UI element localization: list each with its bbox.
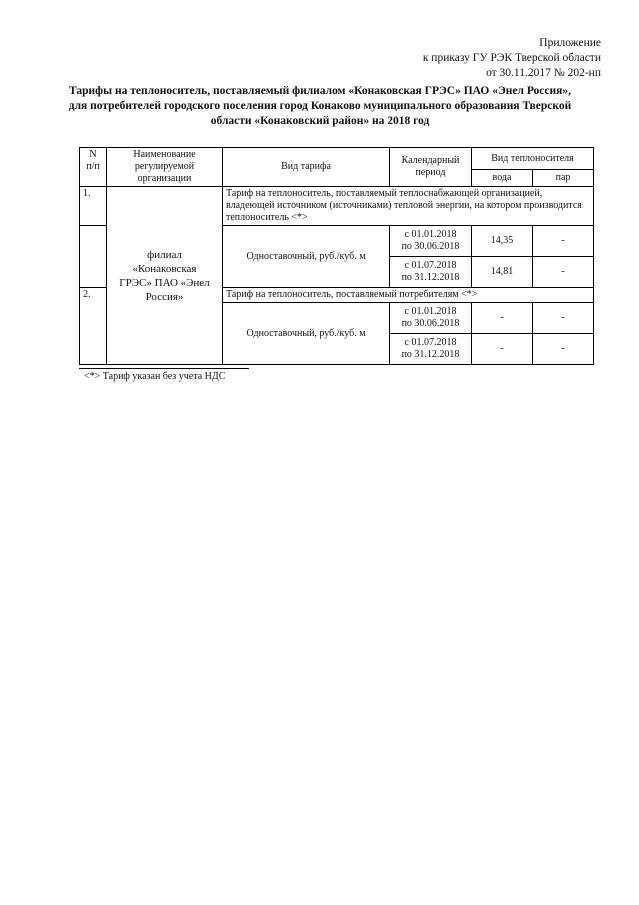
row-number-1-continued [80, 226, 107, 288]
title-line-3: области «Конаковский район» на 2018 год [210, 115, 430, 127]
section-2-period-2-water: - [472, 334, 533, 365]
section-2-label: Тариф на теплоноситель, поставляемый потребителям <*> [223, 288, 594, 303]
row-number-2: 2. [80, 288, 107, 365]
section-2-period-2: с 01.07.2018 по 31.12.2018 [390, 334, 472, 365]
section-2-tariff-type: Одноставочный, руб./куб. м [223, 303, 390, 365]
appendix-line-1: Приложение [539, 37, 601, 49]
header-num: N п/п [80, 148, 107, 187]
section-1-label: Тариф на теплоноситель, поставляемый теплоснабжающей организацией, владеющей источником (источниками) тепловой энергии, на котором производится теплоноситель <*> [223, 187, 594, 226]
section-1-period-2-steam: - [533, 257, 594, 288]
appendix-line-2: к приказу ГУ РЭК Тверской области [422, 52, 601, 64]
section-2-period-1-steam: - [533, 303, 594, 334]
row-number-1: 1. [80, 187, 107, 226]
title-line-2: для потребителей городского поселения город Конаково муниципального образования Тверской [68, 100, 572, 112]
section-1-period-1-steam: - [533, 226, 594, 257]
footnote: <*> Тариф указан без учета НДС [84, 371, 226, 382]
org-name-cell: филиал «Конаковская ГРЭС» ПАО «Энел Россия» [107, 187, 223, 365]
tariff-table [79, 147, 594, 365]
header-water: вода [472, 170, 533, 187]
title-line-1: Тарифы на теплоноситель, поставляемый филиалом «Конаковская ГРЭС» ПАО «Энел Россия», [69, 85, 571, 97]
footnote-divider [79, 368, 249, 369]
section-2-period-1: с 01.01.2018 по 30.06.2018 [390, 303, 472, 334]
section-1-period-1-water: 14,35 [472, 226, 533, 257]
header-org: Наименование регулируемой организации [107, 148, 223, 187]
section-2-period-1-water: - [472, 303, 533, 334]
header-heat-carrier: Вид теплоносителя [472, 148, 594, 170]
section-1-period-2-water: 14,81 [472, 257, 533, 288]
section-1-period-1: с 01.01.2018 по 30.06.2018 [390, 226, 472, 257]
header-tariff-type: Вид тарифа [223, 148, 390, 187]
appendix-line-3: от 30.11.2017 № 202-нп [486, 67, 601, 79]
section-1-tariff-type: Одноставочный, руб./куб. м [223, 226, 390, 288]
appendix-header [423, 36, 601, 81]
section-1-period-2: с 01.07.2018 по 31.12.2018 [390, 257, 472, 288]
section-2-period-2-steam: - [533, 334, 594, 365]
header-period: Календарный период [390, 148, 472, 187]
document-title [40, 84, 600, 129]
header-steam: пар [533, 170, 594, 187]
